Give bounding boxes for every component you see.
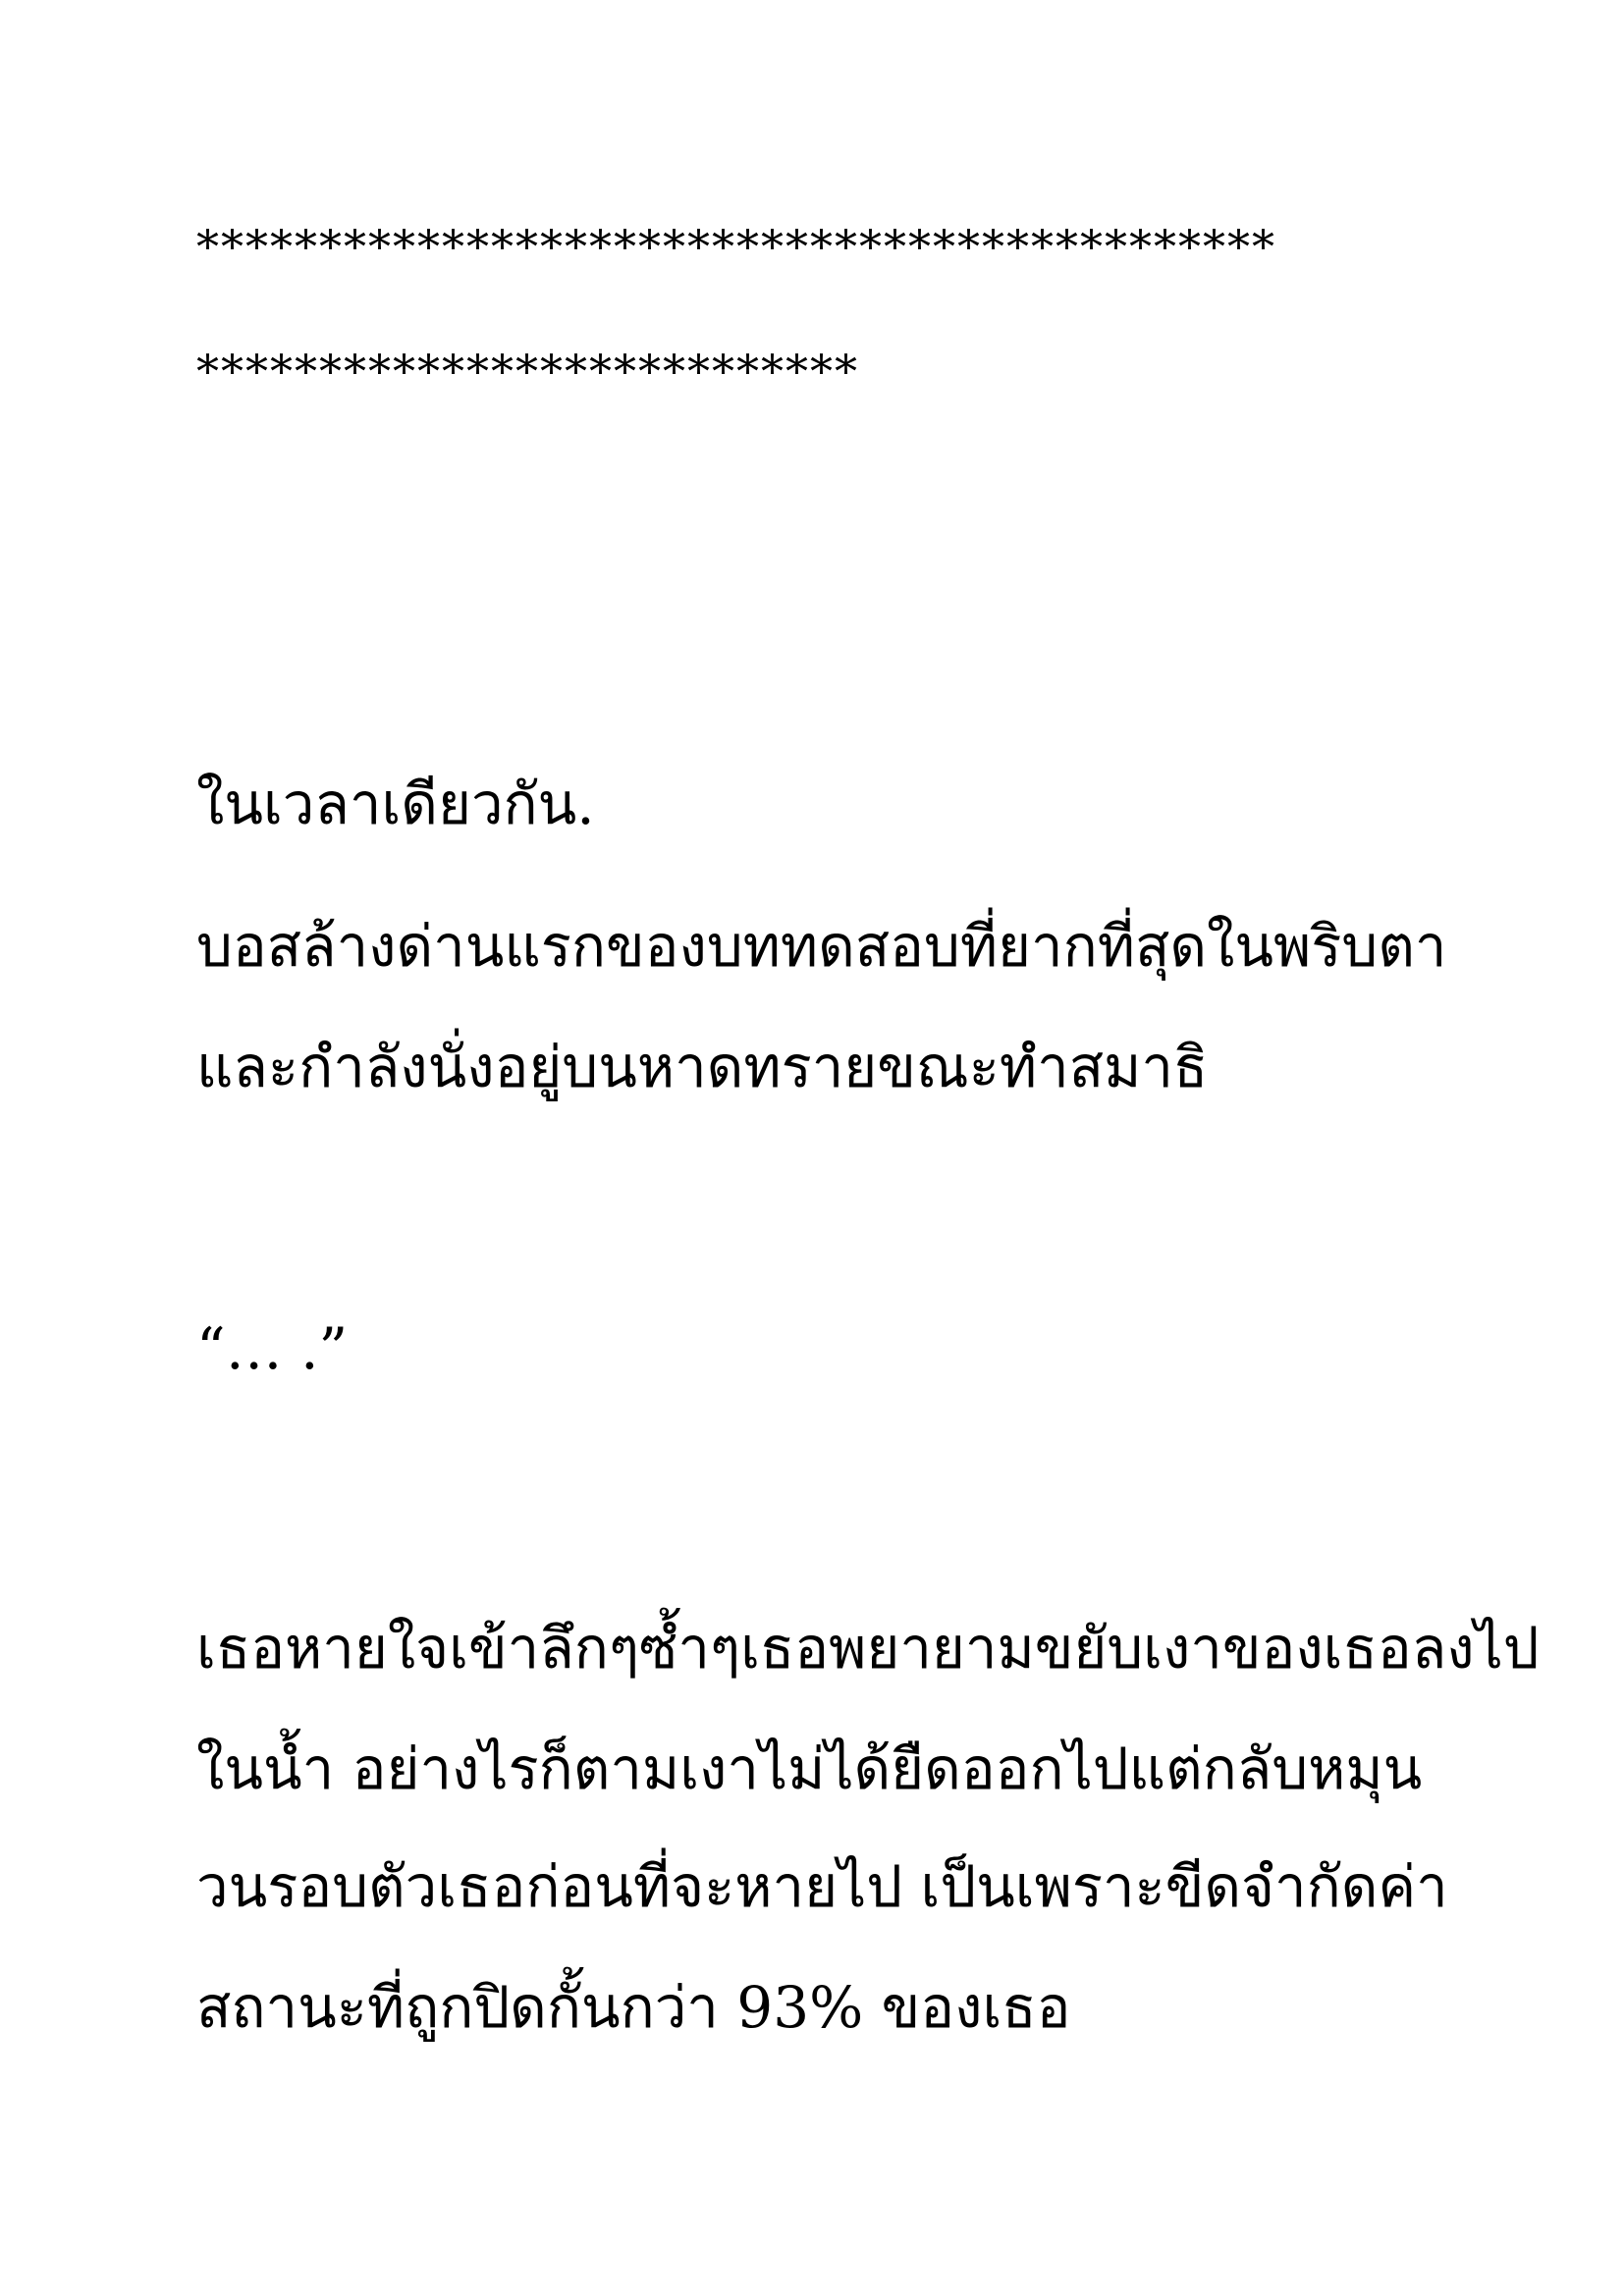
paragraph-2-line-3: วนรอบตัวเธอก่อนที่จะหายไป เป็นเพราะขีดจำกัดค่า bbox=[196, 1853, 1448, 1920]
separator-line-1: ******************************************** bbox=[196, 220, 1276, 273]
paragraph-2-line-2: ในน้ำ อย่างไรก็ตามเงาไม่ได้ยืดออกไปแต่กลับหมุน bbox=[196, 1735, 1423, 1802]
paragraph-2-line-4: สถานะที่ถูกปิดกั้นกว่า 93% ของเธอ bbox=[196, 1974, 1071, 2041]
dialogue-line: “… .” bbox=[196, 1315, 349, 1382]
paragraph-1-line-2: บอสล้างด่านแรกของบททดสอบที่ยากที่สุดในพริบตา bbox=[196, 913, 1447, 980]
paragraph-1-line-3: และกำลังนั่งอยู่บนหาดทรายขณะทำสมาธิ bbox=[196, 1034, 1209, 1100]
paragraph-2-line-1: เธอหายใจเข้าลึกๆซ้ำๆเธอพยายามขยับเงาของเธอลงไป bbox=[196, 1615, 1540, 1682]
separator-line-2: *************************** bbox=[196, 345, 859, 398]
paragraph-1-line-1: ในเวลาเดียวกัน. bbox=[196, 771, 595, 837]
